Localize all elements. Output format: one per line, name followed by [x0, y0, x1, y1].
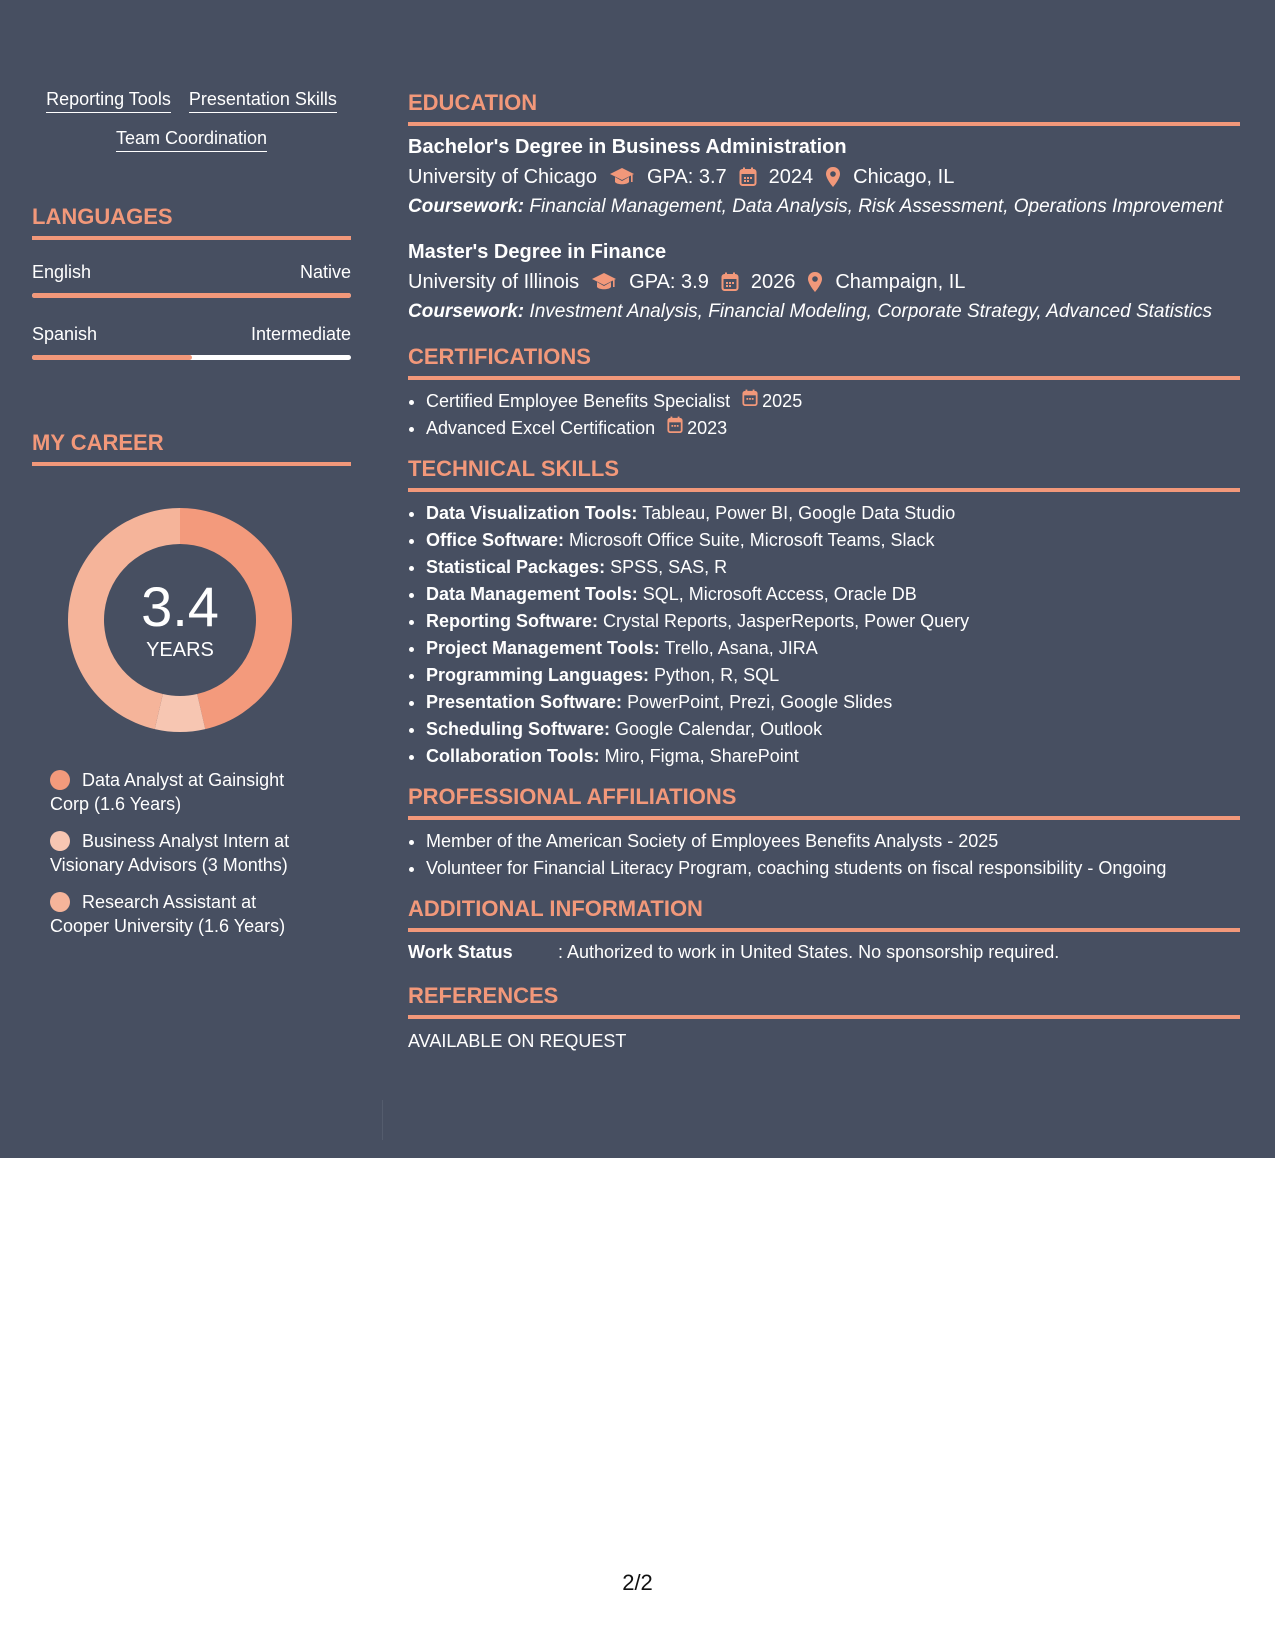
map-pin-icon: [807, 271, 823, 293]
gpa: GPA: 3.9: [629, 271, 709, 293]
graduation-cap-icon: [609, 167, 635, 187]
main-content: [408, 90, 1240, 1052]
skill-item: [426, 662, 1240, 689]
graduation-year: 2024: [768, 166, 814, 188]
calendar-icon: [739, 167, 757, 187]
skill-category: Data Management Tools:: [426, 584, 638, 604]
skill-item: [426, 527, 1240, 554]
technical-skills-list: [408, 500, 1240, 770]
coursework-list: Financial Management, Data Analysis, Risk Assessment, Operations Improvement: [529, 196, 1223, 217]
certification-name: Advanced Excel Certification: [426, 418, 656, 438]
languages-section: [32, 204, 351, 360]
education-section: [408, 90, 1240, 324]
skill-values: SQL, Microsoft Access, Oracle DB: [642, 584, 917, 604]
certifications-list: [408, 388, 1240, 442]
language-proficiency-bar: [32, 355, 351, 360]
language-item: [32, 262, 351, 298]
education-item: [408, 239, 1240, 324]
skill-values: Crystal Reports, JasperReports, Power Query: [603, 611, 970, 631]
technical-skills-section: [408, 456, 1240, 770]
skill-item: [426, 743, 1240, 770]
skill-values: Google Calendar, Outlook: [615, 719, 823, 739]
languages-title: LANGUAGES: [32, 204, 351, 240]
coursework-label: Coursework:: [408, 301, 525, 322]
affiliations-title: PROFESSIONAL AFFILIATIONS: [408, 784, 1240, 820]
education-title: EDUCATION: [408, 90, 1240, 126]
certification-year: 2023: [687, 418, 728, 438]
legend-dot-icon: [50, 892, 70, 912]
language-proficiency-fill: [32, 293, 351, 298]
school-location: Chicago, IL: [853, 166, 955, 188]
skill-category: Programming Languages:: [426, 665, 650, 685]
skill-values: Python, R, SQL: [654, 665, 780, 685]
skill-category: Reporting Software:: [426, 611, 599, 631]
certifications-title: CERTIFICATIONS: [408, 344, 1240, 380]
career-legend-item: [50, 768, 310, 816]
career-legend-label: Data Analyst at Gainsight Corp (1.6 Years): [50, 770, 285, 814]
gpa: GPA: 3.7: [646, 166, 727, 188]
skill-category: Collaboration Tools:: [426, 746, 600, 766]
references-title: REFERENCES: [408, 983, 1240, 1019]
skill-values: Microsoft Office Suite, Microsoft Teams, Slack: [569, 530, 935, 550]
skill-values: Trello, Asana, JIRA: [664, 638, 818, 658]
additional-info-section: [408, 896, 1240, 963]
skill-tag: Team Coordination: [116, 127, 267, 152]
calendar-icon: [667, 415, 683, 442]
skill-category: Presentation Software:: [426, 692, 623, 712]
degree-title: Master's Degree in Finance: [408, 241, 667, 263]
work-status-row: [408, 942, 1240, 963]
school-location: Champaign, IL: [835, 271, 966, 293]
references-section: [408, 983, 1240, 1052]
career-legend-item: [50, 829, 310, 877]
language-level: Native: [299, 262, 351, 282]
legend-dot-icon: [50, 770, 70, 790]
career-legend-label: Research Assistant at Cooper University (1.6 Years): [50, 892, 286, 936]
education-item: [408, 134, 1240, 219]
coursework: [408, 195, 1240, 219]
skill-category: Statistical Packages:: [426, 557, 606, 577]
career-total-value: 3.4: [141, 574, 219, 638]
skill-values: Tableau, Power BI, Google Data Studio: [642, 503, 956, 523]
career-legend: [50, 768, 310, 938]
degree-title: Bachelor's Degree in Business Administration: [408, 136, 847, 158]
work-status-value: : Authorized to work in United States. No sponsorship required.: [558, 942, 1060, 962]
certifications-section: [408, 344, 1240, 442]
legend-dot-icon: [50, 831, 70, 851]
coursework-label: Coursework:: [408, 196, 525, 217]
coursework-list: Investment Analysis, Financial Modeling, Corporate Strategy, Advanced Statistics: [529, 301, 1212, 322]
calendar-icon: [721, 272, 739, 292]
skill-item: [426, 689, 1240, 716]
career-legend-item: [50, 890, 310, 938]
language-level: Intermediate: [250, 324, 351, 344]
career-donut-chart: [66, 506, 294, 734]
skill-values: Miro, Figma, SharePoint: [604, 746, 799, 766]
affiliation-item: • Volunteer for Financial Literacy Program, coaching students on fiscal responsibility - Ongoing: [426, 855, 1240, 882]
page-number: 2/2: [622, 1570, 653, 1595]
calendar-icon: [742, 388, 758, 415]
career-title: MY CAREER: [32, 430, 351, 466]
skill-category: Scheduling Software:: [426, 719, 611, 739]
career-legend-label: Business Analyst Intern at Visionary Advisors (3 Months): [50, 831, 290, 875]
graduation-year: 2026: [750, 271, 796, 293]
skill-item: [426, 500, 1240, 527]
skill-tag: Reporting Tools: [46, 88, 171, 113]
sidebar: [32, 80, 351, 951]
skill-item: [426, 635, 1240, 662]
work-status-label: Work Status: [408, 942, 513, 962]
skill-tags: [32, 80, 351, 152]
career-section: [32, 430, 351, 938]
skill-item: [426, 581, 1240, 608]
column-divider: [382, 1100, 383, 1140]
school-name: University of Illinois: [408, 271, 580, 293]
references-text: AVAILABLE ON REQUEST: [408, 1031, 627, 1051]
language-item: [32, 324, 351, 360]
certification-name: Certified Employee Benefits Specialist: [426, 391, 731, 411]
additional-info-title: ADDITIONAL INFORMATION: [408, 896, 1240, 932]
skill-item: [426, 716, 1240, 743]
technical-skills-title: TECHNICAL SKILLS: [408, 456, 1240, 492]
language-proficiency-fill: [32, 355, 192, 360]
coursework: [408, 300, 1240, 324]
affiliations-section: [408, 784, 1240, 882]
certification-item: [426, 415, 1240, 442]
skill-item: [426, 554, 1240, 581]
skill-values: SPSS, SAS, R: [610, 557, 728, 577]
affiliation-item: • Member of the American Society of Employees Benefits Analysts - 2025: [426, 828, 1240, 855]
map-pin-icon: [825, 166, 841, 188]
skill-tag: Presentation Skills: [189, 88, 337, 113]
affiliations-list: [408, 828, 1240, 882]
school-name: University of Chicago: [408, 166, 597, 188]
skill-values: PowerPoint, Prezi, Google Slides: [627, 692, 893, 712]
skill-category: Data Visualization Tools:: [426, 503, 638, 523]
certification-item: [426, 388, 1240, 415]
certification-year: 2025: [762, 391, 803, 411]
skill-item: [426, 608, 1240, 635]
language-name: Spanish: [32, 324, 98, 344]
language-name: English: [32, 262, 92, 282]
graduation-cap-icon: [591, 272, 617, 292]
skill-category: Office Software:: [426, 530, 565, 550]
language-proficiency-bar: [32, 293, 351, 298]
skill-category: Project Management Tools:: [426, 638, 660, 658]
career-total-unit: YEARS: [146, 638, 214, 661]
